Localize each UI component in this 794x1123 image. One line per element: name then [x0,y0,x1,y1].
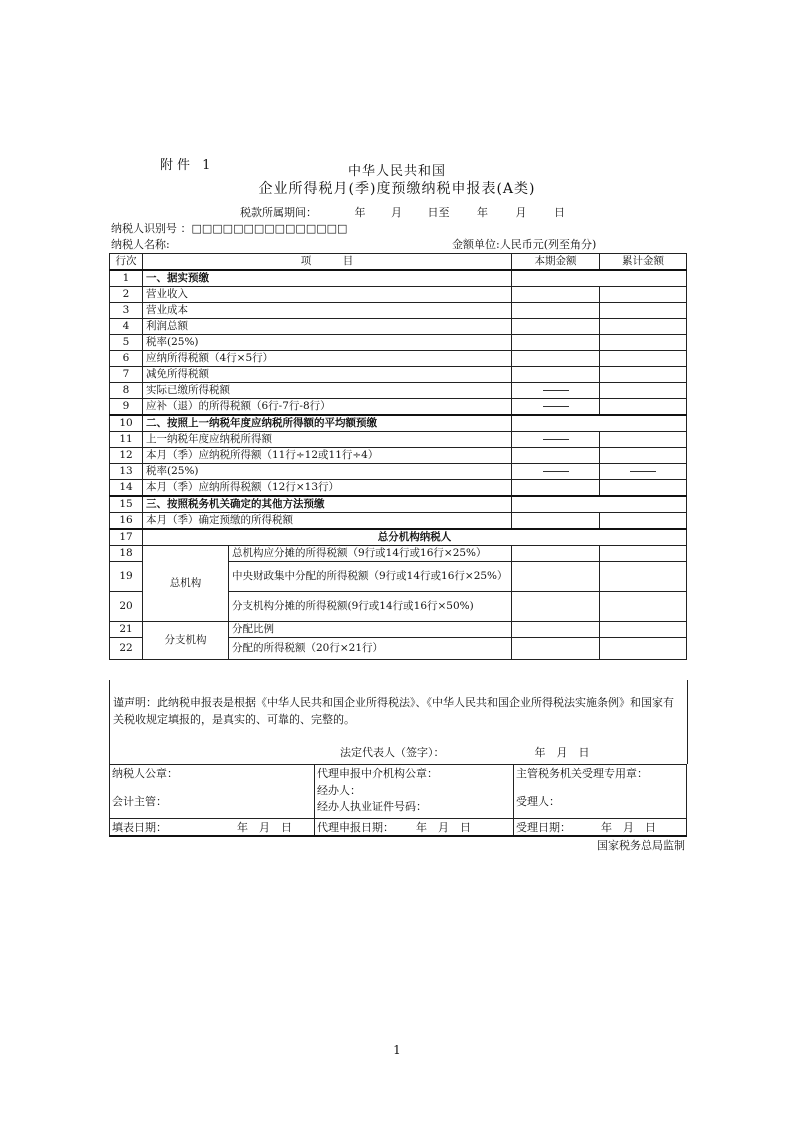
amount-cumulative [600,496,687,513]
agent-date [315,819,514,837]
row-no: 11 [110,432,143,448]
currency-unit: 金额单位:人民币元(列至角分) [452,238,597,251]
amount-current[interactable] [512,367,600,383]
amount-cumulative[interactable] [600,562,687,592]
tax-period [240,204,565,220]
receive-date-label: 受理日期： [516,821,571,834]
row-item: 税率(25%) [143,335,512,351]
row-item: 本月（季）确定预缴的所得税额 [143,513,512,530]
row-item: 中央财政集中分配的所得税额（9行或14行或16行×25%） [229,562,512,592]
amount-cumulative[interactable] [600,383,687,399]
handler-label: 经办人： [317,784,361,797]
amount-current[interactable] [512,448,600,464]
fill-date-value: 年 月 日 [237,821,292,834]
row-item: 减免所得税额 [143,367,512,383]
authority-seal-label: 主管税务机关受理专用章： [516,767,648,780]
period-month-from: 月 [391,206,402,219]
amount-cumulative[interactable] [600,432,687,448]
row-item: 分支机构分摊的所得税额(9行或14行或16行×50%) [229,592,512,622]
amount-current[interactable] [512,622,600,638]
page-number: 1 [393,1043,401,1057]
row-item: 一、据实预缴 [143,270,512,287]
dash-mark [543,471,569,472]
row-item: 分配的所得税额（20行×21行） [229,638,512,660]
amount-cumulative [600,415,687,432]
amount-current [512,496,600,513]
row-item: 营业成本 [143,303,512,319]
receive-date [514,819,687,837]
amount-cumulative-na [600,464,687,480]
row-no: 3 [110,303,143,319]
cert-label: 经办人执业证件号码： [317,800,427,813]
row-item: 营业收入 [143,287,512,303]
receive-date-value: 年 月 日 [601,821,656,834]
row-no: 7 [110,367,143,383]
dash-mark [630,471,656,472]
form-title: 企业所得税月(季)度预缴纳税申报表(A类) [258,181,536,197]
country-title: 中华人民共和国 [347,164,446,179]
row-item: 应纳所得税额（4行×5行） [143,351,512,367]
amount-cumulative[interactable] [600,638,687,660]
footer-col-authority [514,765,687,819]
agent-date-value: 年 月 日 [416,821,471,834]
taxpayer-id [111,220,347,236]
accountant-label: 会计主管： [112,795,167,808]
attachment-label: 附件 1 [160,158,215,173]
amount-current[interactable] [512,303,600,319]
group-branch: 分支机构 [143,622,229,660]
fill-date [110,819,315,837]
amount-cumulative [600,270,687,287]
amount-current-na [512,383,600,399]
row-no: 5 [110,335,143,351]
row-no: 8 [110,383,143,399]
row-no: 16 [110,513,143,530]
amount-cumulative[interactable] [600,367,687,383]
row-item: 本月（季）应纳所得税额（12行×13行） [143,480,512,497]
amount-current[interactable] [512,480,600,497]
amount-cumulative[interactable] [600,351,687,367]
row-no: 14 [110,480,143,497]
amount-cumulative[interactable] [600,399,687,416]
header-current: 本期金额 [512,254,600,271]
row-no: 12 [110,448,143,464]
group-head-office: 总机构 [143,546,229,622]
footer-table [109,764,687,837]
row-no: 10 [110,415,143,432]
legal-rep-signature [340,744,590,760]
amount-current-na [512,464,600,480]
row-no: 13 [110,464,143,480]
header-item: 项 目 [143,254,512,271]
period-year-from: 年 [354,206,366,219]
amount-cumulative[interactable] [600,546,687,562]
row-item: 总机构应分摊的所得税额（9行或14行或16行×25%） [229,546,512,562]
row-item: 三、按照税务机关确定的其他方法预缴 [143,496,512,513]
row-no: 6 [110,351,143,367]
period-month-to: 月 [515,206,527,219]
row-item: 上一纳税年度应纳税所得额 [143,432,512,448]
amount-current[interactable] [512,351,600,367]
agent-seal-label: 代理申报中介机构公章： [317,767,438,780]
taxpayer-id-boxes[interactable]: □□□□□□□□□□□□□□□ [191,222,348,235]
row-item: 本月（季）应纳税所得额（11行÷12或11行÷4） [143,448,512,464]
amount-current[interactable] [512,546,600,562]
declaration-table [109,253,687,660]
dash-mark [543,439,569,440]
row-item: 应补（退）的所得税额（6行-7行-8行） [143,399,512,416]
row-no: 20 [110,592,143,622]
period-label: 税款所属期间： [240,206,317,219]
amount-cumulative[interactable] [600,303,687,319]
row-item: 总分机构纳税人 [143,529,687,546]
amount-current[interactable] [512,287,600,303]
declaration-text: 谨声明：此纳税申报表是根据《中华人民共和国企业所得税法》、《中华人民共和国企业所得税法实施条例》和国家有关税收规定填报的，是真实的、可靠的、完整的。 [113,696,674,726]
taxpayer-id-label: 纳税人识别号 ： [111,222,192,235]
amount-current-na [512,399,600,416]
period-day-end: 日 [554,206,565,219]
amount-cumulative[interactable] [600,622,687,638]
period-day-to: 日至 [427,206,450,219]
amount-current[interactable] [512,513,600,530]
legal-rep-date: 年 月 日 [534,746,590,759]
taxpayer-seal-label: 纳税人公章： [112,767,178,780]
legal-rep-label: 法定代表人（签字）： [340,746,445,759]
amount-current[interactable] [512,335,600,351]
receiver-label: 受理人： [516,795,560,808]
header-row-no: 行次 [110,254,143,271]
row-no: 21 [110,622,143,638]
row-no: 1 [110,270,143,287]
agent-date-label: 代理申报日期： [317,821,394,834]
row-no: 4 [110,319,143,335]
row-no: 9 [110,399,143,416]
amount-cumulative[interactable] [600,335,687,351]
amount-current [512,270,600,287]
row-item: 分配比例 [229,622,512,638]
row-item: 利润总额 [143,319,512,335]
row-no: 22 [110,638,143,660]
amount-cumulative[interactable] [600,319,687,335]
row-no: 15 [110,496,143,513]
amount-current[interactable] [512,638,600,660]
fill-date-label: 填表日期： [112,821,167,834]
declaration-block [109,680,688,764]
row-no: 19 [110,562,143,592]
supervisor-note: 国家税务总局监制 [597,839,685,852]
amount-cumulative[interactable] [600,287,687,303]
amount-cumulative[interactable] [600,592,687,622]
amount-current[interactable] [512,562,600,592]
amount-cumulative[interactable] [600,480,687,497]
row-no: 17 [110,529,143,546]
row-no: 2 [110,287,143,303]
header-cumulative: 累计金额 [600,254,687,271]
amount-current[interactable] [512,319,600,335]
period-year-to: 年 [477,206,488,219]
dash-mark [543,390,569,391]
row-item: 二、按照上一纳税年度应纳税所得额的平均额预缴 [143,415,512,432]
amount-current[interactable] [512,592,600,622]
dash-mark [543,406,569,407]
footer-col-taxpayer [110,765,315,819]
footer-col-agent [315,765,514,819]
row-item: 税率(25%) [143,464,512,480]
taxpayer-name-label: 纳税人名称: [111,238,170,251]
row-item: 实际已缴所得税额 [143,383,512,399]
amount-cumulative[interactable] [600,513,687,530]
amount-current [512,415,600,432]
amount-current-na [512,432,600,448]
amount-cumulative[interactable] [600,448,687,464]
row-no: 18 [110,546,143,562]
